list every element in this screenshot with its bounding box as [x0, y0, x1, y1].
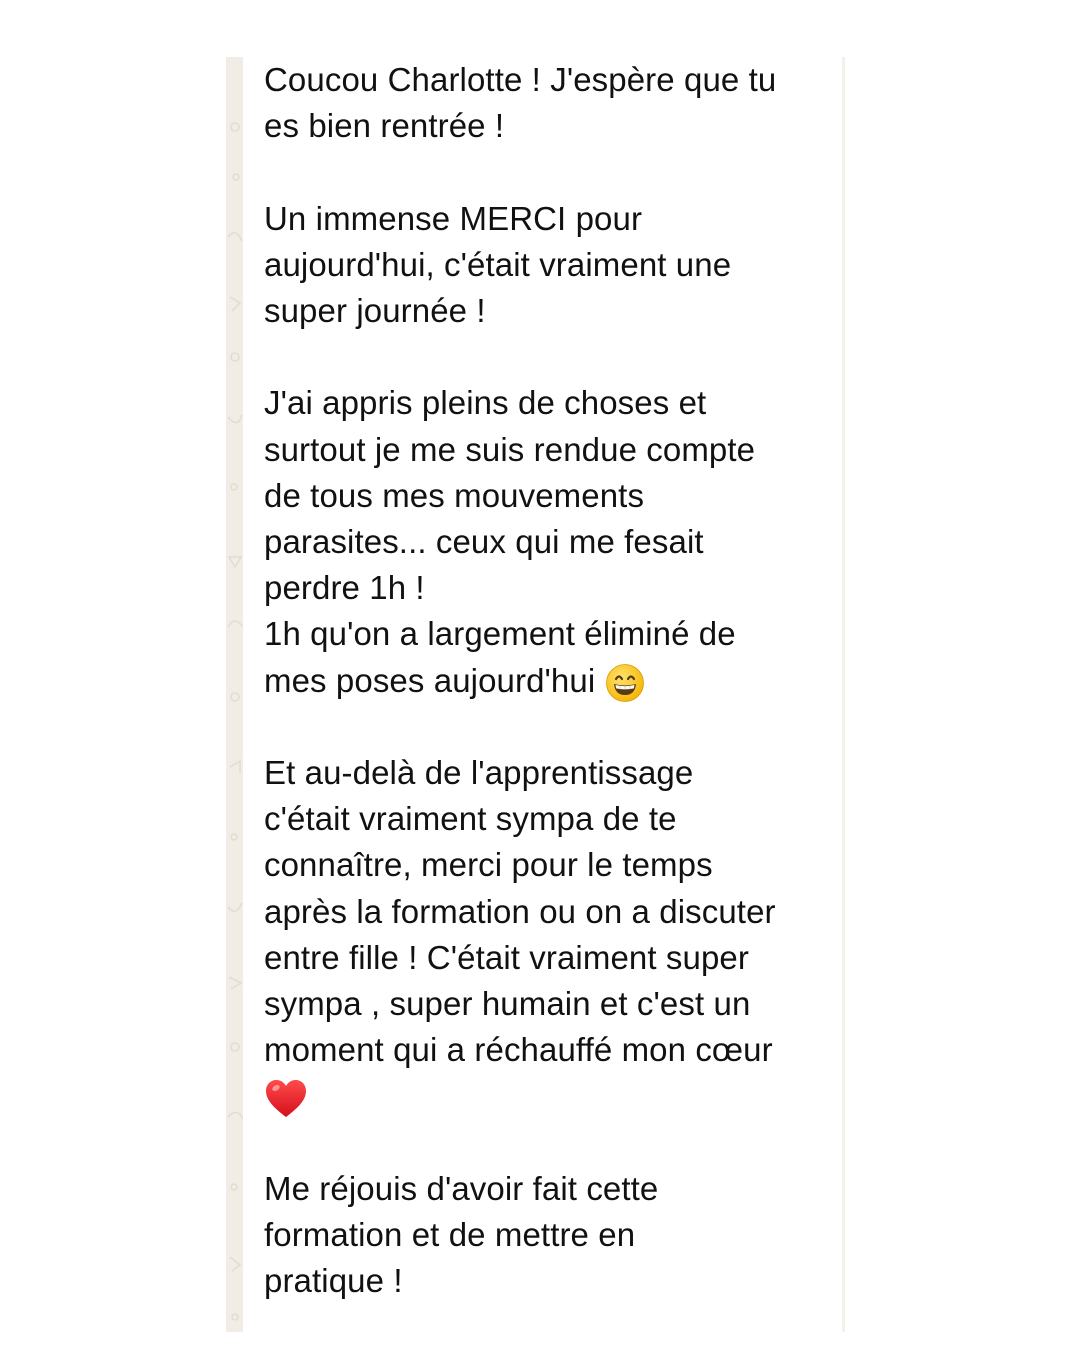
- chat-wallpaper-pattern: [226, 57, 244, 1332]
- message-text: [264, 57, 834, 1305]
- message-line: parasites... ceux qui me fesait: [264, 523, 704, 560]
- message-line: Un immense MERCI pour: [264, 199, 643, 237]
- message-line: J'ai appris pleins de choses et: [264, 384, 707, 422]
- wallpaper-doodle-icon: [226, 57, 244, 1332]
- message-blank-line: [264, 704, 834, 750]
- message-line: surtout je me suis rendue compte: [264, 430, 756, 468]
- message-line: connaître, merci pour le temps: [264, 846, 713, 884]
- message-line: Et au-delà de l'apprentissage: [264, 754, 694, 791]
- message-line: entre fille ! C'était vraiment super: [264, 938, 749, 976]
- message-line: perdre 1h !: [264, 569, 425, 607]
- message-line: es bien rentrée !: [264, 107, 505, 145]
- message-line: après la formation ou on a discuter: [264, 892, 776, 930]
- message-line: sympa , super humain et c'est un: [264, 985, 751, 1023]
- message-line: 1h qu'on a largement éliminé de: [264, 615, 736, 653]
- message-blank-line: [264, 334, 834, 380]
- message-line: pratique !: [264, 1262, 403, 1300]
- message-line: de tous mes mouvements: [264, 476, 645, 514]
- message-line: moment qui a réchauffé mon cœur: [264, 1031, 773, 1069]
- message-line: super journée !: [264, 292, 486, 329]
- bubble-edge-divider: [842, 57, 845, 1332]
- grinning-face-emoji-icon: [605, 663, 645, 703]
- message-line: Me réjouis d'avoir fait cette: [264, 1169, 659, 1207]
- message-line: c'était vraiment sympa de te: [264, 800, 677, 838]
- message-line: formation et de mettre en: [264, 1216, 636, 1254]
- heart-line: [264, 1073, 834, 1119]
- message-blank-line: [264, 1120, 834, 1166]
- message-line: Coucou Charlotte ! J'espère que tu: [264, 61, 777, 98]
- red-heart-emoji-icon: [264, 1078, 308, 1120]
- message-line: aujourd'hui, c'était vraiment une: [264, 245, 732, 283]
- message-line-with-emoji: [264, 658, 834, 704]
- message-blank-line: [264, 149, 834, 195]
- message-line: mes poses aujourd'hui: [264, 661, 596, 699]
